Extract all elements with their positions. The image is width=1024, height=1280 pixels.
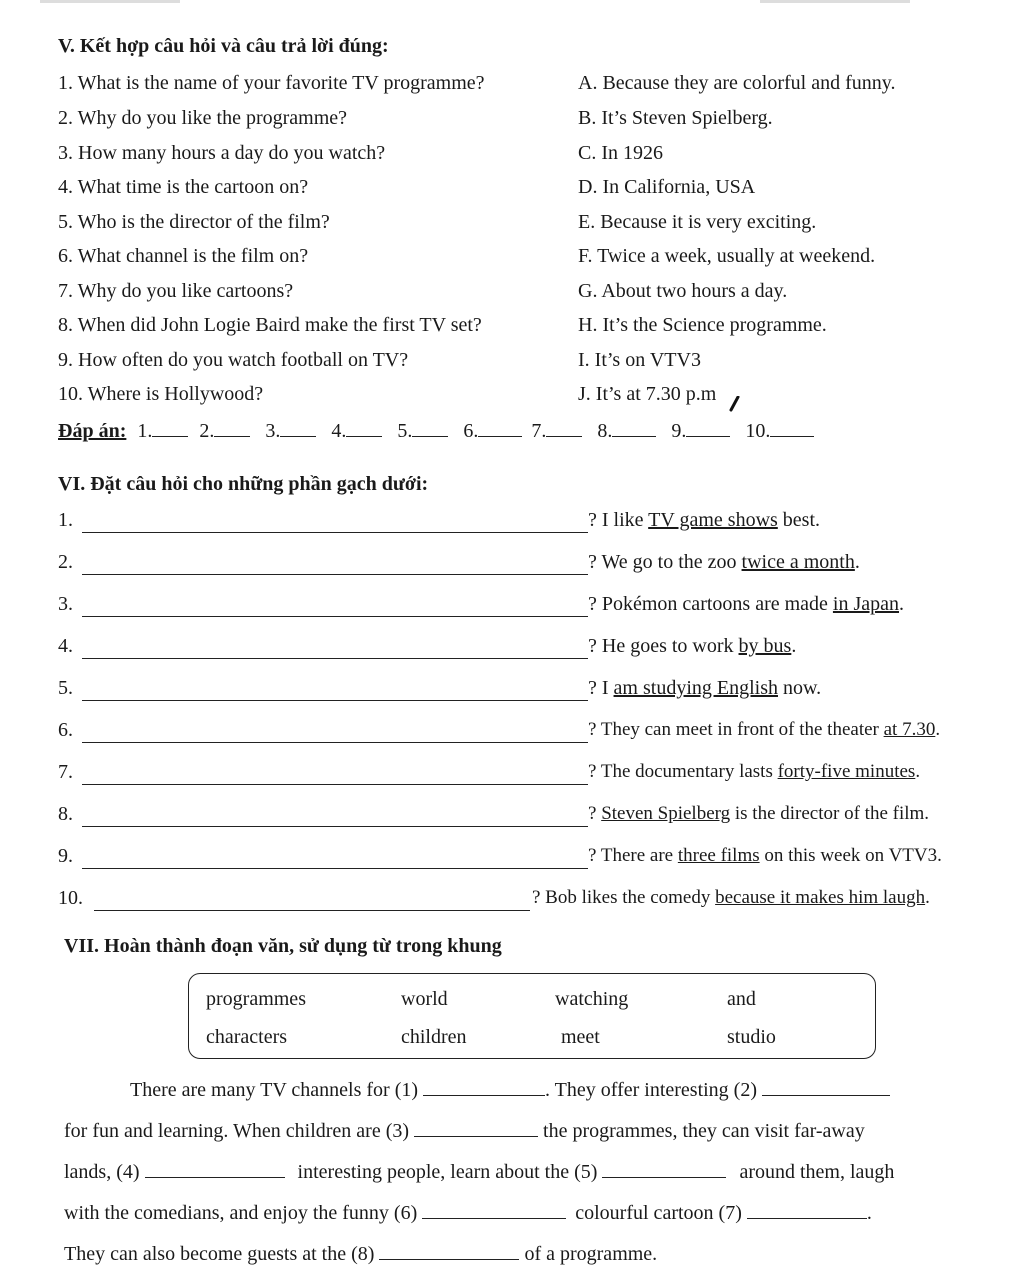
answer-text: . (935, 719, 941, 740)
given-answer (588, 845, 942, 867)
answer-blank[interactable] (478, 420, 522, 437)
question-item: 8. When did John Logie Baird make the first TV set? (58, 314, 482, 336)
answer-item: C. In 1926 (578, 142, 663, 164)
answer-text: now. (778, 677, 822, 699)
paragraph-text: . (866, 1202, 872, 1224)
scan-mark (40, 0, 180, 3)
answer-text: ? The documentary lasts (588, 761, 778, 782)
word-box (188, 973, 876, 1059)
answer-key-label: Đáp án: (58, 420, 127, 442)
underlined-phrase: by bus (738, 635, 792, 657)
underlined-phrase: in Japan (832, 593, 900, 615)
word-option: and (727, 988, 756, 1010)
answer-blank[interactable] (612, 420, 656, 437)
answer-num: 5. (397, 420, 413, 442)
answer-text: ? We go to the zoo (588, 551, 742, 573)
word-option: children (401, 1026, 467, 1048)
gap-blank-7[interactable] (747, 1202, 867, 1219)
underlined-phrase: because it makes him laugh (715, 887, 926, 908)
paragraph-line (64, 1243, 1004, 1266)
question-item: 6. What channel is the film on? (58, 245, 309, 267)
given-answer (588, 635, 796, 658)
section-7-title: VII. Hoàn thành đoạn văn, sử dụng từ trong khung (64, 935, 502, 957)
row-number: 10. (58, 887, 83, 909)
given-answer (532, 887, 930, 909)
section-6-title: VI. Đặt câu hỏi cho những phần gạch dưới: (58, 473, 429, 495)
answer-item: D. In California, USA (578, 176, 756, 198)
row-number: 1. (58, 509, 73, 531)
answer-text: . (915, 761, 921, 782)
underlined-phrase: twice a month (741, 551, 855, 573)
word-option: world (401, 988, 448, 1010)
row-number: 5. (58, 677, 73, 699)
underlined-phrase: am studying English (613, 677, 778, 699)
given-answer (588, 677, 821, 700)
answer-text: ? Pokémon cartoons are made (588, 593, 833, 615)
paragraph-text: around them, laugh (739, 1161, 895, 1183)
given-answer (588, 803, 929, 825)
answer-line[interactable] (82, 700, 588, 701)
question-item: 10. Where is Hollywood? (58, 383, 264, 405)
word-option: watching (555, 988, 629, 1010)
answer-item: A. Because they are colorful and funny. (578, 72, 896, 94)
answer-line[interactable] (82, 868, 588, 869)
question-item: 7. Why do you like cartoons? (58, 280, 294, 302)
answer-num: 4. (331, 420, 347, 442)
answer-num: 7. (531, 420, 547, 442)
answer-text: is the director of the film. (730, 803, 930, 824)
underlined-phrase: three films (677, 845, 760, 866)
paragraph-text: lands, (4) (64, 1161, 140, 1183)
answer-text: on this week on VTV3. (759, 845, 942, 866)
gap-blank-5[interactable] (602, 1161, 726, 1178)
paragraph-text: . They offer interesting (2) (545, 1079, 758, 1101)
answer-text: . (854, 551, 860, 573)
row-number: 3. (58, 593, 73, 615)
answer-text: . (925, 887, 930, 908)
gap-blank-8[interactable] (379, 1243, 519, 1260)
gap-blank-4[interactable] (145, 1161, 285, 1178)
answer-text: best. (777, 509, 821, 531)
answer-num: 1. (137, 420, 153, 442)
answer-item: I. It’s on VTV3 (578, 349, 701, 371)
section-5-title: V. Kết hợp câu hỏi và câu trả lời đúng: (58, 35, 389, 57)
answer-text: ? They can meet in front of the theater (588, 719, 884, 740)
answer-blank[interactable] (346, 420, 382, 437)
answer-line[interactable] (82, 826, 588, 827)
answer-key-row (58, 420, 814, 443)
word-option: characters (206, 1026, 288, 1048)
answer-blank[interactable] (214, 420, 250, 437)
paragraph-text: interesting people, learn about the (5) (297, 1161, 598, 1183)
answer-num: 10. (745, 420, 771, 442)
row-number: 8. (58, 803, 73, 825)
paragraph-text: They can also become guests at the (8) (64, 1243, 375, 1265)
paragraph-line (130, 1079, 1024, 1102)
answer-line[interactable] (82, 532, 588, 533)
given-answer (588, 551, 860, 574)
answer-blank[interactable] (546, 420, 582, 437)
scan-mark (760, 0, 910, 3)
answer-text: ? I like (588, 509, 649, 531)
answer-blank[interactable] (152, 420, 188, 437)
given-answer (588, 719, 940, 741)
word-option: meet (561, 1026, 600, 1048)
paragraph-text: colourful cartoon (7) (575, 1202, 742, 1224)
answer-blank[interactable] (280, 420, 316, 437)
answer-line[interactable] (82, 784, 588, 785)
question-item: 5. Who is the director of the film? (58, 211, 330, 233)
gap-blank-2[interactable] (762, 1079, 890, 1096)
paragraph-line (64, 1120, 1004, 1143)
question-item: 2. Why do you like the programme? (58, 107, 348, 129)
answer-line[interactable] (82, 742, 588, 743)
row-number: 6. (58, 719, 73, 741)
row-number: 7. (58, 761, 73, 783)
paragraph-text: for fun and learning. When children are (3) (64, 1120, 410, 1142)
paragraph-text: with the comedians, and enjoy the funny (6) (64, 1202, 418, 1224)
gap-blank-6[interactable] (422, 1202, 566, 1219)
given-answer (588, 593, 904, 616)
answer-num: 8. (597, 420, 613, 442)
answer-num: 9. (671, 420, 687, 442)
answer-item: J. It’s at 7.30 p.m (578, 383, 717, 405)
gap-blank-1[interactable] (423, 1079, 545, 1096)
underlined-phrase: TV game shows (648, 509, 778, 531)
underlined-phrase: at 7.30 (883, 719, 936, 740)
word-option: studio (727, 1026, 776, 1048)
answer-line[interactable] (94, 910, 530, 911)
answer-item: F. Twice a week, usually at weekend. (578, 245, 876, 267)
answer-text: ? I (588, 677, 614, 699)
answer-blank[interactable] (412, 420, 448, 437)
question-item: 1. What is the name of your favorite TV programme? (58, 72, 485, 94)
answer-text: ? There are (588, 845, 678, 866)
answer-line[interactable] (82, 574, 588, 575)
answer-text: ? (588, 803, 602, 824)
question-item: 3. How many hours a day do you watch? (58, 142, 386, 164)
given-answer (588, 509, 820, 532)
answer-blank[interactable] (686, 420, 730, 437)
question-item: 4. What time is the cartoon on? (58, 176, 309, 198)
underlined-phrase: Steven Spielberg (601, 803, 731, 824)
answer-item: B. It’s Steven Spielberg. (578, 107, 773, 129)
answer-text: ? He goes to work (588, 635, 739, 657)
question-item: 9. How often do you watch football on TV? (58, 349, 409, 371)
answer-text: . (791, 635, 797, 657)
paragraph-text: There are many TV channels for (1) (130, 1079, 419, 1101)
paragraph-line (64, 1202, 1004, 1225)
row-number: 9. (58, 845, 73, 867)
answer-line[interactable] (82, 658, 588, 659)
answer-num: 6. (463, 420, 479, 442)
answer-item: H. It’s the Science programme. (578, 314, 827, 336)
answer-item: G. About two hours a day. (578, 280, 788, 302)
answer-blank[interactable] (770, 420, 814, 437)
paragraph-text: the programmes, they can visit far-away (543, 1120, 865, 1142)
answer-item: E. Because it is very exciting. (578, 211, 817, 233)
answer-text: . (899, 593, 905, 615)
row-number: 4. (58, 635, 73, 657)
row-number: 2. (58, 551, 73, 573)
word-option: programmes (206, 988, 306, 1010)
paragraph-text: of a programme. (524, 1243, 658, 1265)
gap-blank-3[interactable] (414, 1120, 538, 1137)
answer-num: 3. (265, 420, 281, 442)
underlined-phrase: forty-five minutes (777, 761, 916, 782)
answer-line[interactable] (82, 616, 588, 617)
pen-mark (728, 396, 742, 412)
answer-text: ? Bob likes the comedy (532, 887, 716, 908)
answer-num: 2. (199, 420, 215, 442)
given-answer (588, 761, 920, 783)
paragraph-line (64, 1161, 1004, 1184)
